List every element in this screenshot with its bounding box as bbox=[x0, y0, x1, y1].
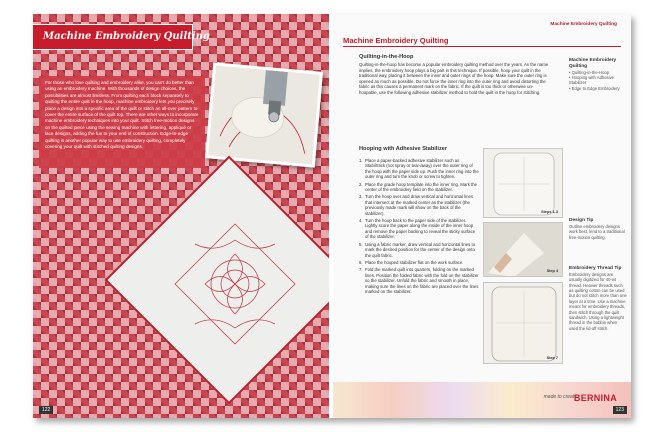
running-header-text: Machine Embroidery Quilting bbox=[550, 22, 617, 27]
sidebar-toc bbox=[569, 58, 627, 91]
left-page-number: 122 bbox=[39, 406, 53, 414]
list-item: 1. Place a paper-backed adhesive stabilizer such as StabilStick (not spray or tear-away) over the outer ring of the hoop with the paper side up. Push the inner ring into the outer ring and turn the knob or screw to tighten. bbox=[359, 158, 479, 180]
list-item: 4. Turn the hoop back to the paper side of the stabilizer. Lightly score the paper along the inside of the inner hoop and remove the paper backing to reveal the sticky surface of the stabilizer. bbox=[359, 218, 476, 240]
left-page-title: Machine Embroidery Quilting bbox=[43, 31, 210, 42]
sidebar-toc-title: Machine Embroidery Quilting bbox=[569, 58, 617, 69]
list-item: 3. Turn the hoop over and draw vertical and horizontal lines that intersect at the marked center as the stabilizer (the previously made mark will show on the back of the stabilizer). bbox=[359, 194, 474, 216]
step-4-image bbox=[483, 222, 563, 277]
list-item: 2. Place the grade hoop template into the inner ring. Mark the center of the embroidery field on the stabilizer. bbox=[359, 181, 478, 193]
document-spread bbox=[33, 14, 631, 418]
intro-paragraph: For those who love quilting and embroidery alike, you can't do better than using an embroidery machine. With thousands of design choices, the possibilities are almost limitless. From quilting each block separately to quilting the entire quilt in the hoop, machine embroidery lets you precisely place a design into a specific area of the quilt or stitch an all-over pattern to cover the entire surface of the quilt top. There are other ways to incorporate machine embroidery techniques into your quilt. Stitch free-motion designs on the quilted piece using the sewing machine with lettering, appliqué or lace designs, adding the fun to your end of construction. Edge-to-edge quilting is another popular way to use embroidery quilting, completely covering your quilt with stitched quilting designs. bbox=[45, 80, 199, 150]
sidebar-toc-item: • Hooping with Adhesive Stabilizer bbox=[569, 75, 615, 86]
image-label: Step 7 bbox=[546, 356, 558, 360]
sidebar-toc-item: • Edge to Edge Embroidery bbox=[569, 85, 620, 91]
quilting-in-the-hoop-paragraph: Quilting-in-the-hoop has become a popular embroidery quilting method over the years. As the name implies, the embroidery hoop plays a big part in this technique. If possible, hoop your quilt in the traditional way, placing it between the inner and outer rings of the hoop. Make sure the outer ring is opened as much as possible. Do not force the inner ring into the outer ring and avoid distorting the fabric as this causes a permanent mark on the fabric. If the quilt is too thick or otherwise un-hoopable, use the following adhesive stabilizer method to hold the quilt in the hoop for stitching. bbox=[359, 62, 549, 95]
subheading-hooping-with-stabilizer: Hooping with Adhesive Stabilizer bbox=[359, 146, 448, 152]
sidebar-design-tip bbox=[569, 218, 627, 240]
image-label: Steps 1-3 bbox=[541, 210, 558, 214]
design-tip-title: Design Tip bbox=[569, 218, 594, 223]
sidebar-thread-tip bbox=[569, 266, 627, 331]
brand-logo: BERNINA bbox=[573, 393, 617, 403]
image-label: Step 4 bbox=[546, 269, 558, 273]
hoop-stabilizer-illustration bbox=[484, 149, 563, 218]
subheading-quilting-in-the-hoop: Quilting-in-the-Hoop bbox=[359, 54, 414, 60]
left-title-bar bbox=[33, 24, 210, 50]
list-item: 7. Fold the marked quilt into quarters, folding on the marked lines. Position the folded fabric with the fold on the stabilizer so the stabilizer. Unfold the fabric and smooth in place, making sure the lines on the fabric are placed over the lines marked on the stabilizer. bbox=[359, 267, 479, 294]
running-header bbox=[333, 22, 631, 32]
thread-tip-title: Embroidery Thread Tip bbox=[569, 266, 622, 271]
design-tip-text: Outline embroidery designs work best, lend to a traditional free-motion quilting. bbox=[569, 223, 625, 240]
list-item: 5. Using a fabric marker, draw vertical and horizontal lines to mark the desired position for the center of the design onto the quilt fabric. bbox=[359, 241, 476, 258]
sidebar-toc-item: • Quilting-in-the-Hoop bbox=[569, 69, 610, 75]
right-page-number: 123 bbox=[613, 406, 627, 414]
embroidery-motif-icon bbox=[155, 204, 315, 364]
steps-1-3-image bbox=[483, 148, 563, 218]
presser-foot-illustration bbox=[208, 66, 319, 165]
section-title: Machine Embroidery Quilting bbox=[343, 36, 449, 45]
intro-text-box bbox=[39, 76, 205, 168]
thread-tip-text: Embroidery designs are usually digitized for 40-wt thread. Heavier threads such as quilting cotton can be used but do not stitch more than one layer at a time. Use a machine meant for embroidery threads, then stitch through the quilt sandwich. Using a lightweight thread in the bobbin when used the lid-off stitch. bbox=[569, 271, 627, 331]
presser-foot-photo bbox=[205, 62, 323, 167]
right-page bbox=[333, 14, 631, 418]
title-divider bbox=[343, 46, 621, 47]
steps-list bbox=[359, 158, 479, 296]
list-item: 6. Place the hooped stabilizer flat on the work surface. bbox=[359, 259, 464, 265]
step-7-image bbox=[483, 282, 563, 364]
footer-tagline: made to create bbox=[543, 394, 577, 400]
fabric-in-hoop-illustration bbox=[484, 283, 563, 364]
left-page bbox=[33, 14, 329, 418]
